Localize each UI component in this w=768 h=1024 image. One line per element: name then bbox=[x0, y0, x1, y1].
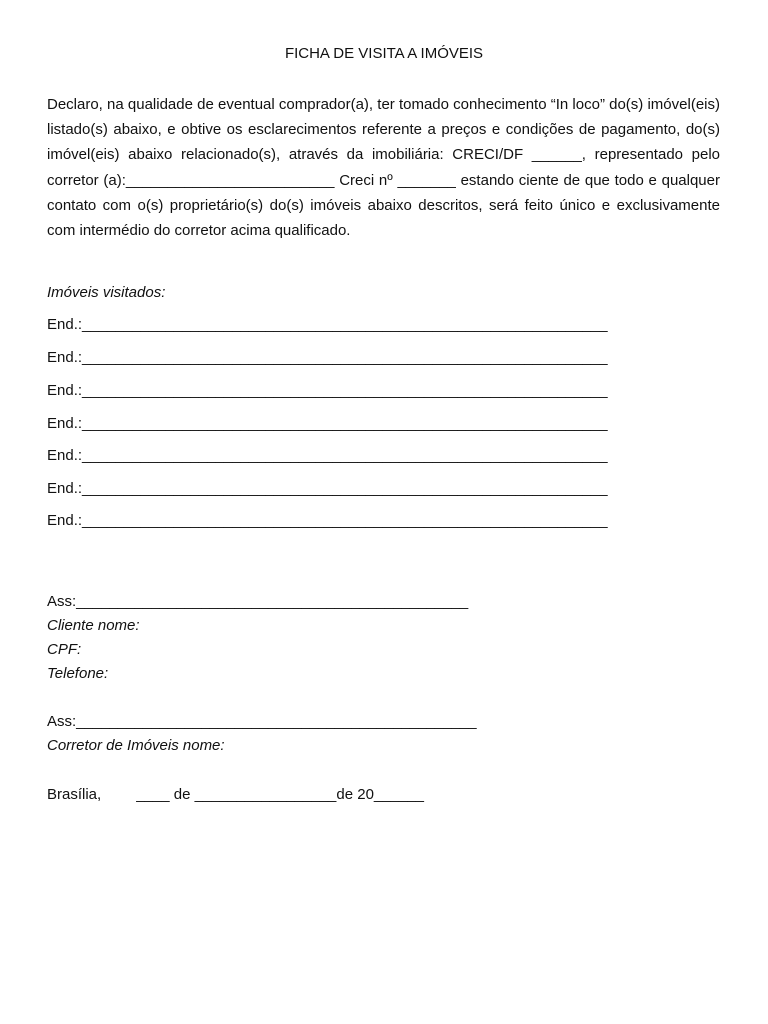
client-signature-line: Ass:_______________________________________________ bbox=[47, 593, 469, 610]
declaration-paragraph: Declaro, na qualidade de eventual comprador(a), ter tomado conhecimento “In loco” do(s) imóvel(eis) listado(s) abaixo, e obtive os esclarecimentos referente a preços e condições de pagamento, do(s) imóvel(eis) abaixo relacionado(s), através da imobiliária: CRECI/DF ______, representado pelo corretor (a):_________________________ Creci nº _______ estando ciente de que todo e qualquer contato com o(s) proprietário(s) do(s) imóveis abaixo descritos, será feito único e exclusivamente com intermédio do corretor acima qualificado. bbox=[47, 96, 720, 240]
address-line: End.:_______________________________________________________________ bbox=[47, 382, 608, 399]
address-line: End.:_______________________________________________________________ bbox=[47, 316, 608, 333]
date-line bbox=[47, 786, 424, 803]
date-blanks: ____ de _________________de 20______ bbox=[136, 786, 424, 803]
client-cpf-label: CPF: bbox=[47, 641, 82, 658]
address-line: End.:_______________________________________________________________ bbox=[47, 349, 608, 366]
visited-properties-label: Imóveis visitados: bbox=[47, 284, 166, 301]
address-line: End.:_______________________________________________________________ bbox=[47, 480, 608, 497]
address-line: End.:_______________________________________________________________ bbox=[47, 415, 608, 432]
broker-name-label: Corretor de Imóveis nome: bbox=[47, 737, 225, 754]
document-title: FICHA DE VISITA A IMÓVEIS bbox=[284, 45, 484, 62]
client-name-label: Cliente nome: bbox=[47, 617, 140, 634]
date-city: Brasília, bbox=[47, 786, 102, 803]
client-phone-label: Telefone: bbox=[47, 665, 109, 682]
broker-signature-line: Ass:________________________________________________ bbox=[47, 713, 477, 730]
address-line: End.:_______________________________________________________________ bbox=[47, 512, 608, 529]
address-line: End.:_______________________________________________________________ bbox=[47, 447, 608, 464]
